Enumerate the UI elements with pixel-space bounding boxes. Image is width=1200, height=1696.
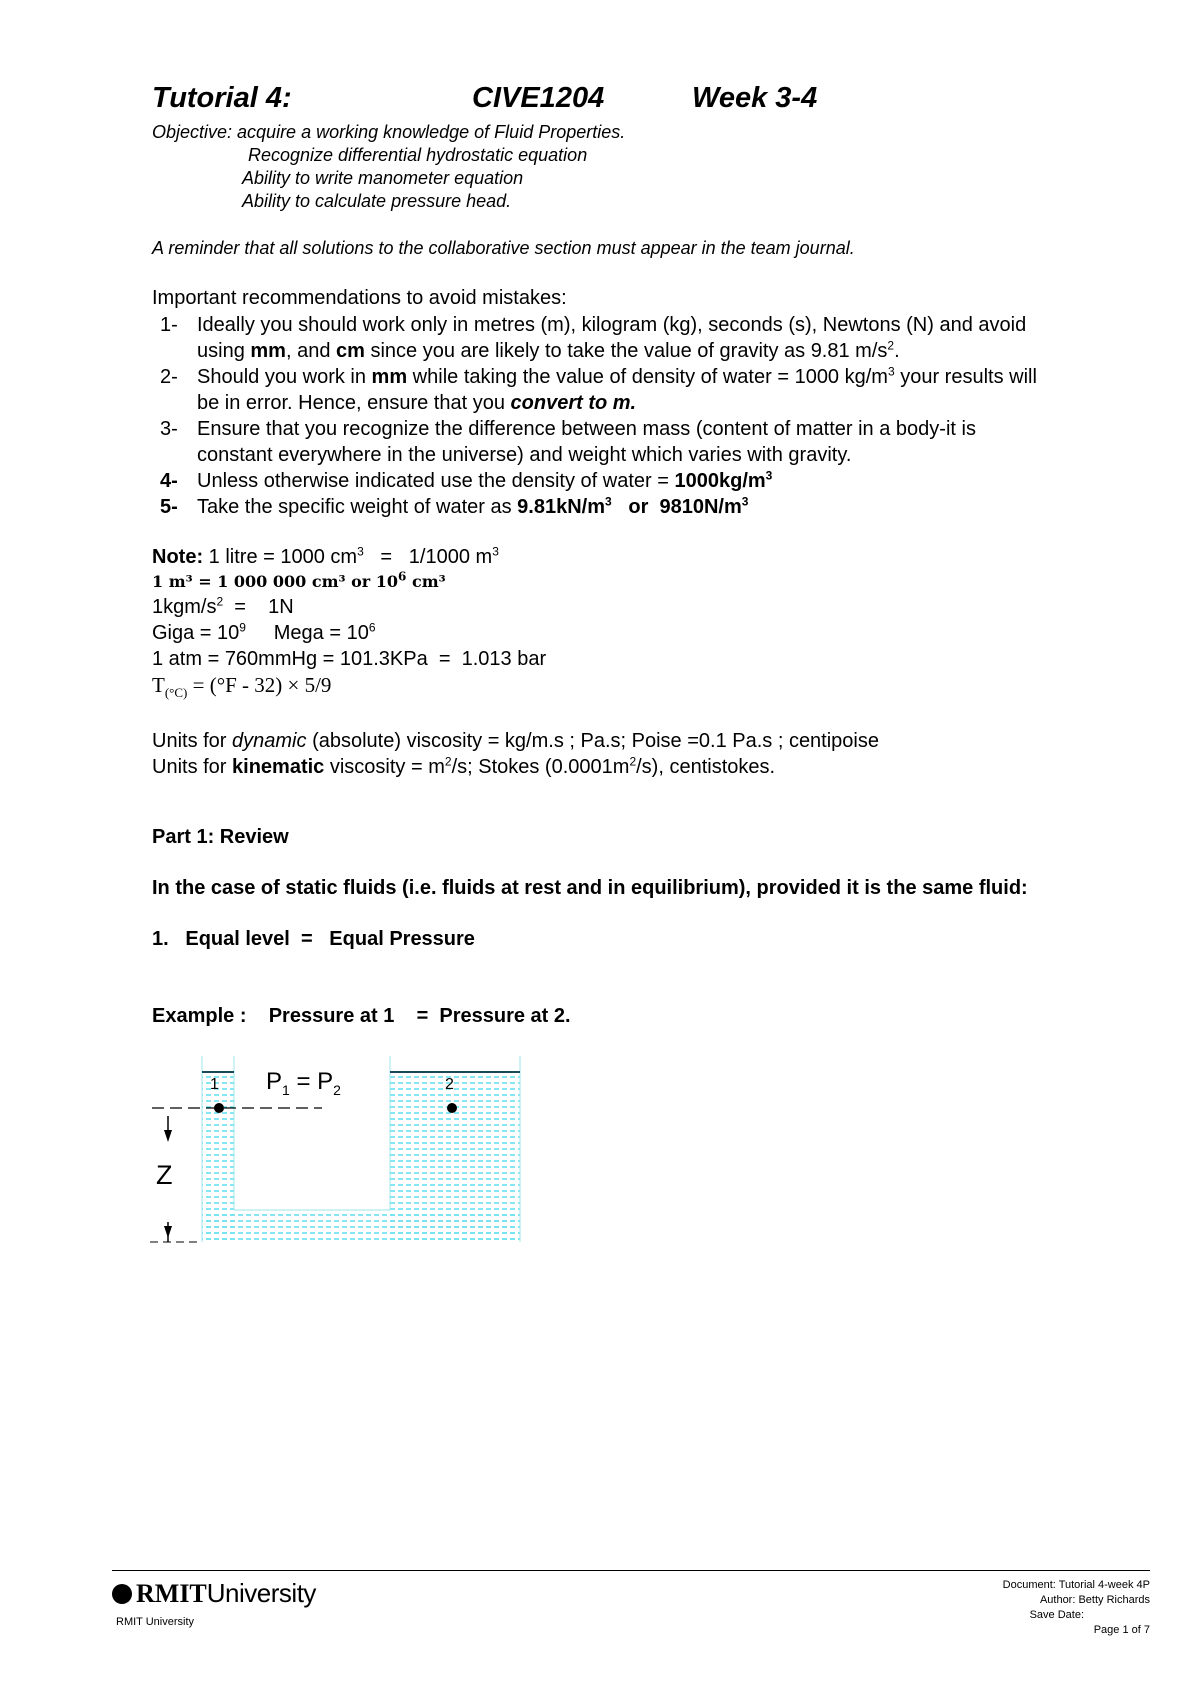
meta-author: Author: Betty Richards [1039, 1594, 1150, 1606]
note-temperature: $T_{(^\circ C)} = (^\circ F - 32) \times 5/9$ [152, 673, 332, 701]
document-meta [1003, 1578, 1150, 1638]
note-litre: Note: 1 litre = 1000 $cm^3 = 1/1000$ $m^3$ [152, 544, 499, 568]
recommendations-heading: Important recommendations to avoid mistakes: [152, 287, 567, 309]
recommendation-4: 4- Unless otherwise indicated use the density of water = $1000kg/m^3$ [160, 468, 773, 492]
meta-save-date: Save Date: [1029, 1609, 1084, 1621]
point-2-marker [447, 1103, 457, 1113]
objective-item-2: Ability to write manometer equation [242, 168, 524, 188]
z-label: Z [156, 1160, 173, 1190]
note-giga-mega: Giga = $10^9$ Mega = $10^6$ [152, 620, 376, 644]
part1-example: Example : Pressure at 1 = Pressure at 2. [152, 1005, 571, 1027]
footer-rule [112, 1570, 1150, 1571]
objective-item-3: Ability to calculate pressure head. [242, 191, 512, 211]
viscosity-kinematic: Units for kinematic viscosity = $m^2/s$; Stokes $(0.0001m^2/s)$, centistokes. [152, 754, 776, 778]
point-2-label: 2 [445, 1076, 454, 1093]
u-tube-diagram [150, 1050, 530, 1255]
objective-intro: Objective: acquire a working knowledge of Fluid Properties. [152, 122, 626, 142]
recommendation-3: 3- Ensure that you recognize the difference between mass (content of matter in a body-it is constant everywhere in the universe) and weight which varies with gravity. [160, 418, 976, 466]
point-1-label: 1 [210, 1076, 219, 1093]
tutorial-title: Tutorial 4: [152, 82, 292, 114]
note-newton: $1kgm/s^2$ = 1N [152, 594, 294, 618]
footer-org: RMIT University [116, 1616, 195, 1628]
objective-item-1: Recognize differential hydrostatic equation [248, 145, 588, 165]
pressure-equation: $P_1 = P_2$ [266, 1068, 341, 1098]
course-code: CIVE1204 [472, 82, 605, 114]
reminder-text: A reminder that all solutions to the collaborative section must appear in the team journal. [152, 238, 855, 258]
logo-dot-icon [112, 1584, 132, 1604]
recommendations-list [152, 312, 1152, 520]
recommendation-2: 2- Should you work in mm while taking the value of density of water = 1000 $kg/m^3$ your results will be in error. Hence, ensure that you convert to m. [160, 364, 1037, 414]
part1-rule: 1. Equal level = Equal Pressure [152, 928, 475, 950]
recommendation-5: 5- Take the specific weight of water as $9.81kN/m^3$ or $9810N/m^3$ [160, 494, 749, 518]
note-atm: 1 atm = 760mmHg = 101.3KPa = 1.013 bar [152, 648, 547, 670]
rmit-logo: RMITUniversity [112, 1578, 316, 1609]
part1-statement: In the case of static fluids (i.e. fluids at rest and in equilibrium), provided it is the same fluid: [152, 877, 1028, 899]
point-1-marker [214, 1103, 224, 1113]
part1-heading: Part 1: Review [152, 826, 289, 848]
meta-page: Page 1 of 7 [1093, 1624, 1150, 1636]
recommendation-1: 1- Ideally you should work only in metres (m), kilogram (kg), seconds (s), Newtons (N) and avoid using mm, and cm since you are likely to take the value of gravity as 9.81 $m/s^2$. [160, 314, 1027, 362]
viscosity-dynamic: Units for dynamic (absolute) viscosity = kg/m.s ; Pa.s; Poise =0.1 Pa.s ; centipoise [152, 730, 879, 752]
note-cubic-metre: 1 m³ = 1 000 000 cm³ or $10^6$ cm³ [152, 569, 446, 591]
title-row [152, 82, 1052, 122]
meta-document: Document: Tutorial 4-week 4P [1002, 1579, 1150, 1591]
bottom-fluid [202, 1210, 520, 1242]
week-label: Week 3-4 [692, 82, 818, 114]
